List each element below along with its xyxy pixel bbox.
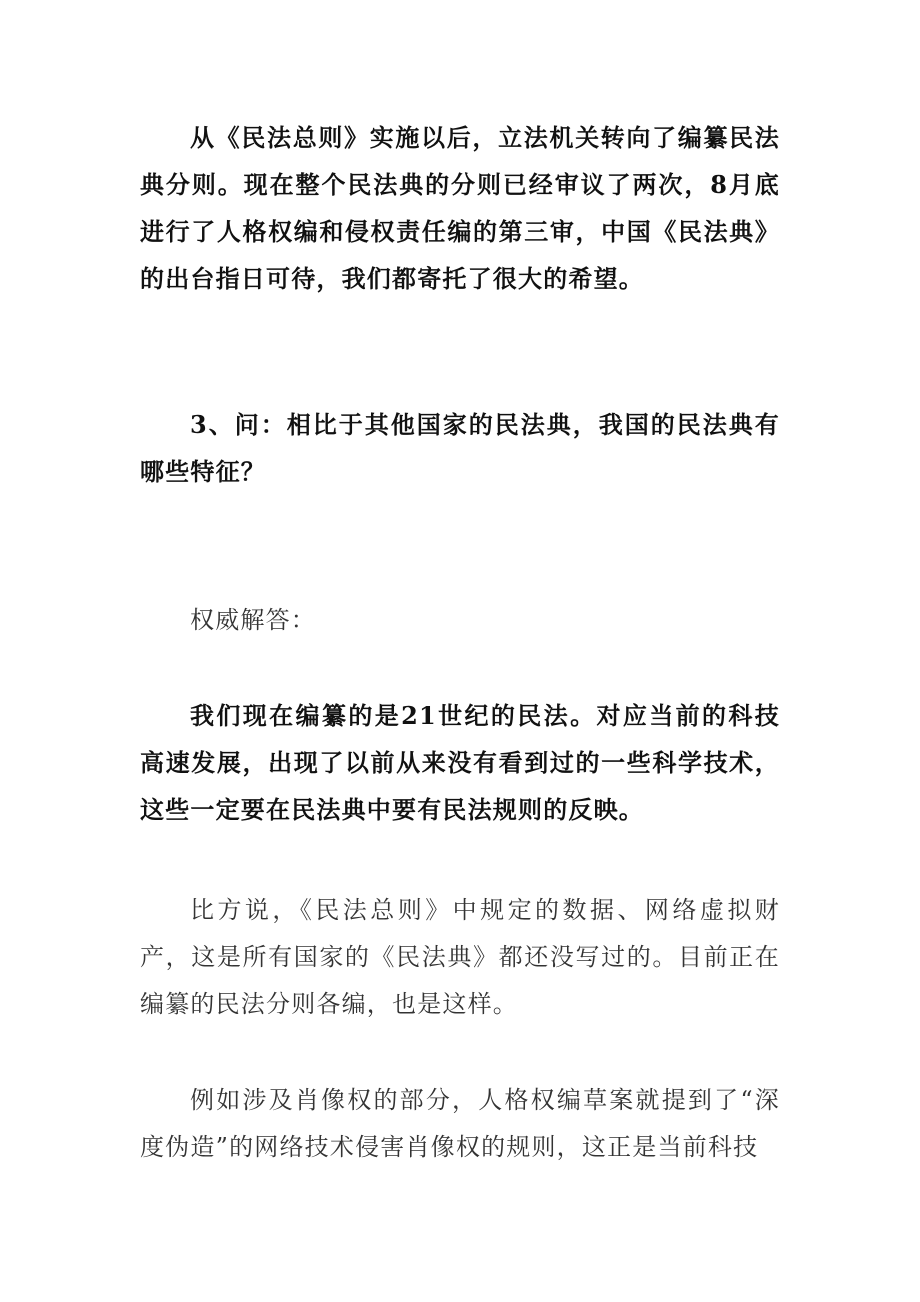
- question-heading: 3、问：相比于其他国家的民法典，我国的民法典有哪些特征？: [140, 410, 780, 486]
- answer-label: 权威解答：: [190, 606, 316, 634]
- paragraph-civil-code-background: 从《民法总则》实施以后，立法机关转向了编纂民法典分则。现在整个民法典的分则已经审议了两次，8月底进行了人格权编和侵权责任编的第三审，中国《民法典》的出台指日可待，我们都寄托了很大的希望。: [140, 123, 780, 293]
- paragraph-21st-century-civil-law: 我们现在编纂的是21世纪的民法。对应当前的科技高速发展，出现了以前从来没有看到过的一些科学技术，这些一定要在民法典中要有民法规则的反映。: [140, 701, 780, 824]
- paragraph-data-virtual-property: 比方说，《民法总则》中规定的数据、网络虚拟财产，这是所有国家的《民法典》都还没写过的。目前正在编纂的民法分则各编，也是这样。: [140, 896, 780, 1018]
- paragraph-deepfake-portrait-rights: 例如涉及肖像权的部分，人格权编草案就提到了“深度伪造”的网络技术侵害肖像权的规则，这正是当前科技: [140, 1086, 780, 1161]
